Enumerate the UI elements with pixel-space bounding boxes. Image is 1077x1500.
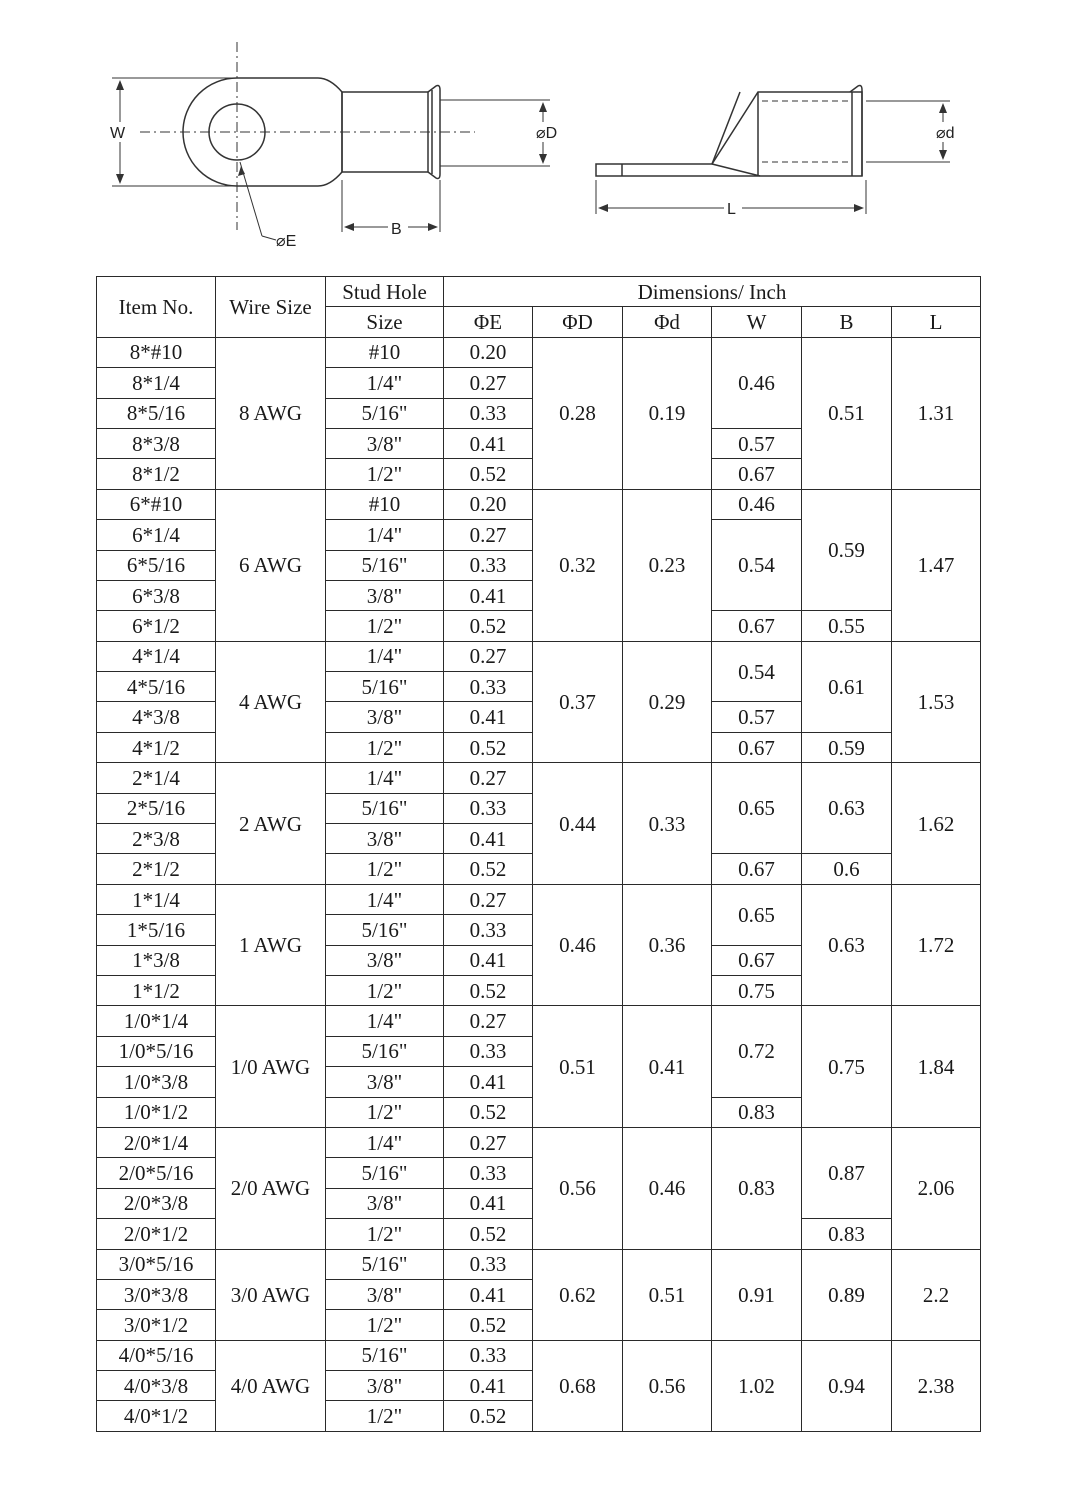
item-no-cell: 2*1/4 bbox=[97, 763, 216, 793]
dim-w-cell: 0.75 bbox=[712, 975, 802, 1005]
wire-size-cell: 1/0 AWG bbox=[216, 1006, 326, 1128]
dim-d-small-cell: 0.41 bbox=[623, 1006, 712, 1128]
dim-b-cell: 0.63 bbox=[802, 763, 892, 854]
dim-d-big-cell: 0.44 bbox=[533, 763, 623, 885]
dim-d-big-cell: 0.32 bbox=[533, 489, 623, 641]
table-row bbox=[97, 763, 981, 793]
dim-e-cell: 0.41 bbox=[444, 428, 533, 458]
item-no-cell: 4*3/8 bbox=[97, 702, 216, 732]
item-no-cell: 1*3/8 bbox=[97, 945, 216, 975]
dim-l-cell: 1.47 bbox=[892, 489, 981, 641]
dim-e-cell: 0.52 bbox=[444, 1219, 533, 1249]
dim-w-cell: 0.57 bbox=[712, 702, 802, 732]
dim-e-cell: 0.52 bbox=[444, 459, 533, 489]
dim-d-small-cell: 0.33 bbox=[623, 763, 712, 885]
dim-w-cell: 0.67 bbox=[712, 945, 802, 975]
dim-e-cell: 0.20 bbox=[444, 337, 533, 367]
dim-e-cell: 0.27 bbox=[444, 368, 533, 398]
dim-l-cell: 1.72 bbox=[892, 884, 981, 1006]
header-l: L bbox=[892, 307, 981, 337]
item-no-cell: 2*3/8 bbox=[97, 824, 216, 854]
dim-b-cell: 0.6 bbox=[802, 854, 892, 884]
dim-w-cell: 0.46 bbox=[712, 337, 802, 428]
dim-d-big-cell: 0.46 bbox=[533, 884, 623, 1006]
label-w: W bbox=[110, 125, 126, 142]
label-l: L bbox=[727, 201, 736, 218]
item-no-cell: 8*5/16 bbox=[97, 398, 216, 428]
wire-size-cell: 1 AWG bbox=[216, 884, 326, 1006]
header-row-1 bbox=[97, 277, 981, 307]
stud-size-cell: 1/2" bbox=[326, 732, 444, 762]
dim-e-cell: 0.33 bbox=[444, 1158, 533, 1188]
item-no-cell: 2/0*1/2 bbox=[97, 1219, 216, 1249]
dim-w-cell: 0.67 bbox=[712, 611, 802, 641]
item-no-cell: 3/0*1/2 bbox=[97, 1310, 216, 1340]
stud-size-cell: 5/16" bbox=[326, 1158, 444, 1188]
dim-e-cell: 0.41 bbox=[444, 1067, 533, 1097]
dim-e-cell: 0.41 bbox=[444, 1279, 533, 1309]
dim-b-cell: 0.59 bbox=[802, 489, 892, 611]
dim-b-cell: 0.75 bbox=[802, 1006, 892, 1128]
dim-e-cell: 0.33 bbox=[444, 672, 533, 702]
dim-w-cell: 0.67 bbox=[712, 854, 802, 884]
spec-table bbox=[96, 276, 981, 1432]
dim-d-big-cell: 0.37 bbox=[533, 641, 623, 763]
dim-w-cell: 0.67 bbox=[712, 459, 802, 489]
table-row bbox=[97, 884, 981, 914]
stud-size-cell: 3/8" bbox=[326, 1188, 444, 1218]
dim-e-cell: 0.27 bbox=[444, 641, 533, 671]
stud-size-cell: 3/8" bbox=[326, 945, 444, 975]
stud-size-cell: 1/4" bbox=[326, 1127, 444, 1157]
dim-w-cell: 0.67 bbox=[712, 732, 802, 762]
item-no-cell: 1/0*1/2 bbox=[97, 1097, 216, 1127]
dim-e-cell: 0.41 bbox=[444, 1371, 533, 1401]
header-w: W bbox=[712, 307, 802, 337]
dim-d-big-cell: 0.28 bbox=[533, 337, 623, 489]
dim-w-cell: 0.54 bbox=[712, 641, 802, 702]
stud-size-cell: 1/2" bbox=[326, 1219, 444, 1249]
dim-e-cell: 0.41 bbox=[444, 824, 533, 854]
dim-w-cell: 0.83 bbox=[712, 1127, 802, 1249]
stud-size-cell: #10 bbox=[326, 489, 444, 519]
dim-e-cell: 0.52 bbox=[444, 611, 533, 641]
dim-e-cell: 0.27 bbox=[444, 1006, 533, 1036]
dim-b-cell: 0.89 bbox=[802, 1249, 892, 1340]
stud-size-cell: 5/16" bbox=[326, 793, 444, 823]
dim-e-cell: 0.41 bbox=[444, 1188, 533, 1218]
table-row bbox=[97, 489, 981, 519]
stud-size-cell: 1/4" bbox=[326, 641, 444, 671]
wire-size-cell: 6 AWG bbox=[216, 489, 326, 641]
dim-b-cell: 0.83 bbox=[802, 1219, 892, 1249]
item-no-cell: 4/0*3/8 bbox=[97, 1371, 216, 1401]
dim-e-cell: 0.52 bbox=[444, 854, 533, 884]
item-no-cell: 4/0*5/16 bbox=[97, 1340, 216, 1370]
dim-d-big-cell: 0.56 bbox=[533, 1127, 623, 1249]
wire-size-cell: 2/0 AWG bbox=[216, 1127, 326, 1249]
table-row bbox=[97, 641, 981, 671]
item-no-cell: 2/0*5/16 bbox=[97, 1158, 216, 1188]
stud-size-cell: 1/2" bbox=[326, 611, 444, 641]
header-wire-size: Wire Size bbox=[216, 277, 326, 338]
stud-size-cell: 1/2" bbox=[326, 1097, 444, 1127]
item-no-cell: 6*3/8 bbox=[97, 580, 216, 610]
dim-b-cell: 0.55 bbox=[802, 611, 892, 641]
dim-w-cell: 1.02 bbox=[712, 1340, 802, 1431]
label-od-small: ⌀d bbox=[936, 125, 955, 142]
dim-w-cell: 0.46 bbox=[712, 489, 802, 519]
dim-e-cell: 0.41 bbox=[444, 945, 533, 975]
item-no-cell: 1*5/16 bbox=[97, 915, 216, 945]
header-stud-size: Size bbox=[326, 307, 444, 337]
lug-drawing bbox=[0, 0, 1077, 270]
dim-e-cell: 0.20 bbox=[444, 489, 533, 519]
dim-e-cell: 0.33 bbox=[444, 915, 533, 945]
stud-size-cell: 5/16" bbox=[326, 1340, 444, 1370]
dim-e-cell: 0.52 bbox=[444, 1401, 533, 1431]
dim-e-cell: 0.52 bbox=[444, 1310, 533, 1340]
stud-size-cell: 3/8" bbox=[326, 428, 444, 458]
dim-w-cell: 0.72 bbox=[712, 1006, 802, 1097]
item-no-cell: 4/0*1/2 bbox=[97, 1401, 216, 1431]
dim-b-cell: 0.59 bbox=[802, 732, 892, 762]
dim-d-small-cell: 0.23 bbox=[623, 489, 712, 641]
stud-size-cell: 1/2" bbox=[326, 1310, 444, 1340]
dim-e-cell: 0.52 bbox=[444, 975, 533, 1005]
dim-e-cell: 0.33 bbox=[444, 1249, 533, 1279]
wire-size-cell: 4/0 AWG bbox=[216, 1340, 326, 1431]
item-no-cell: 4*1/4 bbox=[97, 641, 216, 671]
dim-b-cell: 0.51 bbox=[802, 337, 892, 489]
stud-size-cell: 1/4" bbox=[326, 1006, 444, 1036]
stud-size-cell: 1/4" bbox=[326, 368, 444, 398]
dim-e-cell: 0.33 bbox=[444, 550, 533, 580]
dim-l-cell: 2.2 bbox=[892, 1249, 981, 1340]
item-no-cell: 6*#10 bbox=[97, 489, 216, 519]
dim-e-cell: 0.27 bbox=[444, 884, 533, 914]
dim-d-small-cell: 0.46 bbox=[623, 1127, 712, 1249]
header-dimensions: Dimensions/ Inch bbox=[444, 277, 981, 307]
header-e: ΦE bbox=[444, 307, 533, 337]
dim-w-cell: 0.91 bbox=[712, 1249, 802, 1340]
stud-size-cell: 3/8" bbox=[326, 580, 444, 610]
header-item-no: Item No. bbox=[97, 277, 216, 338]
dim-d-small-cell: 0.19 bbox=[623, 337, 712, 489]
dim-e-cell: 0.33 bbox=[444, 1036, 533, 1066]
dim-b-cell: 0.94 bbox=[802, 1340, 892, 1431]
dim-e-cell: 0.52 bbox=[444, 1097, 533, 1127]
dim-b-cell: 0.61 bbox=[802, 641, 892, 732]
dim-e-cell: 0.27 bbox=[444, 763, 533, 793]
dim-e-cell: 0.33 bbox=[444, 398, 533, 428]
item-no-cell: 8*3/8 bbox=[97, 428, 216, 458]
item-no-cell: 1*1/4 bbox=[97, 884, 216, 914]
dim-w-cell: 0.83 bbox=[712, 1097, 802, 1127]
stud-size-cell: 1/4" bbox=[326, 884, 444, 914]
dim-l-cell: 2.06 bbox=[892, 1127, 981, 1249]
dim-b-cell: 0.87 bbox=[802, 1127, 892, 1218]
dim-d-big-cell: 0.62 bbox=[533, 1249, 623, 1340]
dim-d-small-cell: 0.36 bbox=[623, 884, 712, 1006]
stud-size-cell: 3/8" bbox=[326, 1279, 444, 1309]
stud-size-cell: 5/16" bbox=[326, 915, 444, 945]
dim-e-cell: 0.27 bbox=[444, 1127, 533, 1157]
stud-size-cell: 1/4" bbox=[326, 763, 444, 793]
item-no-cell: 6*1/4 bbox=[97, 520, 216, 550]
dim-l-cell: 2.38 bbox=[892, 1340, 981, 1431]
dim-d-small-cell: 0.56 bbox=[623, 1340, 712, 1431]
stud-size-cell: 5/16" bbox=[326, 1249, 444, 1279]
dim-w-cell: 0.65 bbox=[712, 763, 802, 854]
header-d-big: ΦD bbox=[533, 307, 623, 337]
stud-size-cell: #10 bbox=[326, 337, 444, 367]
dim-d-small-cell: 0.51 bbox=[623, 1249, 712, 1340]
dim-l-cell: 1.53 bbox=[892, 641, 981, 763]
dim-e-cell: 0.27 bbox=[444, 520, 533, 550]
dim-d-big-cell: 0.68 bbox=[533, 1340, 623, 1431]
dim-e-cell: 0.41 bbox=[444, 580, 533, 610]
item-no-cell: 1/0*5/16 bbox=[97, 1036, 216, 1066]
wire-size-cell: 3/0 AWG bbox=[216, 1249, 326, 1340]
table-row bbox=[97, 337, 981, 367]
header-d-small: Φd bbox=[623, 307, 712, 337]
item-no-cell: 6*5/16 bbox=[97, 550, 216, 580]
label-oe: ⌀E bbox=[276, 233, 297, 250]
stud-size-cell: 1/4" bbox=[326, 520, 444, 550]
dim-e-cell: 0.52 bbox=[444, 732, 533, 762]
dim-d-big-cell: 0.51 bbox=[533, 1006, 623, 1128]
table-row bbox=[97, 1340, 981, 1370]
item-no-cell: 1/0*1/4 bbox=[97, 1006, 216, 1036]
wire-size-cell: 8 AWG bbox=[216, 337, 326, 489]
header-b: B bbox=[802, 307, 892, 337]
item-no-cell: 4*1/2 bbox=[97, 732, 216, 762]
dim-l-cell: 1.84 bbox=[892, 1006, 981, 1128]
stud-size-cell: 3/8" bbox=[326, 824, 444, 854]
table-row bbox=[97, 1249, 981, 1279]
header-stud-hole: Stud Hole bbox=[326, 277, 444, 307]
dim-e-cell: 0.33 bbox=[444, 793, 533, 823]
item-no-cell: 2/0*1/4 bbox=[97, 1127, 216, 1157]
stud-size-cell: 3/8" bbox=[326, 1067, 444, 1097]
item-no-cell: 2*5/16 bbox=[97, 793, 216, 823]
item-no-cell: 8*#10 bbox=[97, 337, 216, 367]
wire-size-cell: 2 AWG bbox=[216, 763, 326, 885]
item-no-cell: 1/0*3/8 bbox=[97, 1067, 216, 1097]
lug-side-outline bbox=[596, 92, 862, 176]
dim-b-cell: 0.63 bbox=[802, 884, 892, 1006]
stud-size-cell: 1/2" bbox=[326, 459, 444, 489]
stud-size-cell: 1/2" bbox=[326, 1401, 444, 1431]
item-no-cell: 2/0*3/8 bbox=[97, 1188, 216, 1218]
table-row bbox=[97, 1127, 981, 1157]
item-no-cell: 6*1/2 bbox=[97, 611, 216, 641]
dim-w-cell: 0.65 bbox=[712, 884, 802, 945]
wire-size-cell: 4 AWG bbox=[216, 641, 326, 763]
stud-size-cell: 5/16" bbox=[326, 550, 444, 580]
dim-l-cell: 1.62 bbox=[892, 763, 981, 885]
stud-size-cell: 1/2" bbox=[326, 975, 444, 1005]
item-no-cell: 3/0*5/16 bbox=[97, 1249, 216, 1279]
stud-size-cell: 5/16" bbox=[326, 672, 444, 702]
item-no-cell: 3/0*3/8 bbox=[97, 1279, 216, 1309]
dim-w-cell: 0.54 bbox=[712, 520, 802, 611]
stud-size-cell: 1/2" bbox=[326, 854, 444, 884]
table-row bbox=[97, 1006, 981, 1036]
dim-w-cell: 0.57 bbox=[712, 428, 802, 458]
dim-e-cell: 0.41 bbox=[444, 702, 533, 732]
stud-size-cell: 5/16" bbox=[326, 398, 444, 428]
item-no-cell: 4*5/16 bbox=[97, 672, 216, 702]
dim-d-small-cell: 0.29 bbox=[623, 641, 712, 763]
dim-e-cell: 0.33 bbox=[444, 1340, 533, 1370]
item-no-cell: 1*1/2 bbox=[97, 975, 216, 1005]
dim-l-cell: 1.31 bbox=[892, 337, 981, 489]
label-od: ⌀D bbox=[536, 125, 558, 142]
item-no-cell: 2*1/2 bbox=[97, 854, 216, 884]
stud-size-cell: 3/8" bbox=[326, 702, 444, 732]
spec-table-body bbox=[97, 337, 981, 1431]
item-no-cell: 8*1/4 bbox=[97, 368, 216, 398]
item-no-cell: 8*1/2 bbox=[97, 459, 216, 489]
label-b: B bbox=[391, 221, 402, 238]
stud-size-cell: 3/8" bbox=[326, 1371, 444, 1401]
stud-size-cell: 5/16" bbox=[326, 1036, 444, 1066]
